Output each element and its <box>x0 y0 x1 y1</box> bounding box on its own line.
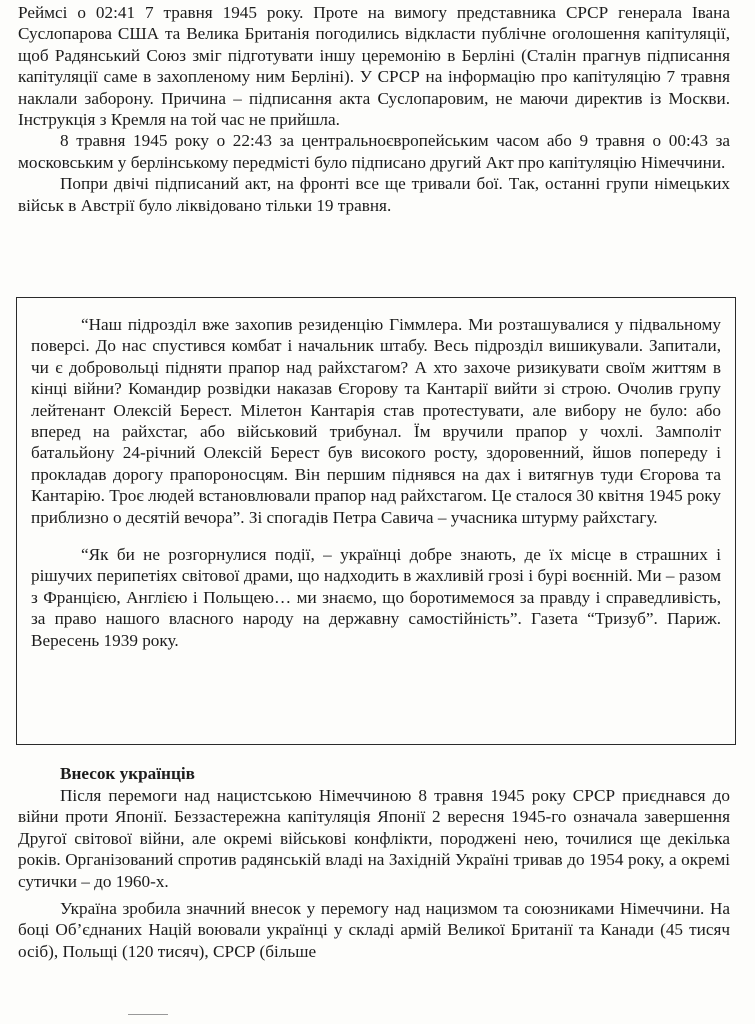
section-paragraph-1: Після перемоги над нацистською Німеччиною 8 травня 1945 року СРСР приєднався до війни проти Японії. Беззастережна капітуляція Японії 2 вересня 1945-го означала завершення Другої світової війни, але окремі військові конфлікти, породжені нею, точилися ще декілька років. Організований спротив радянській владі на Західній Україні тривав до 1954 року, а окремі сутички – до 1960-х. <box>18 786 730 891</box>
quote-box <box>16 297 736 745</box>
section-heading: Внесок українців <box>60 764 195 783</box>
section-text <box>18 785 730 962</box>
intro-paragraph-3: Попри двічі підписаний акт, на фронті все ще тривали бої. Так, останні групи німецьких військ в Австрії було ліквідовано тільки 19 травня. <box>18 174 730 215</box>
scan-artifact <box>128 1014 168 1015</box>
intro-text <box>18 2 730 216</box>
quote-newspaper: “Як би не розгорнулися події, – українці добре знають, де їх місце в страшних і рішучих перипетіях світової драми, що надходить в жахливій грозі і бурі воєнній. Ми – разом з Францією, Англією і Польщею… ми знаємо, що боротимемося за правду і справедливість, за право нашого власного народу на державну самостійність”. Газета “Тризуб”. Париж. Вересень 1939 року. <box>31 545 721 650</box>
intro-paragraph-2: 8 травня 1945 року о 22:43 за центральноєвропейським часом або 9 травня о 00:43 за московським у берлінському передмісті було підписано другий Акт про капітуляцію Німеччини. <box>18 131 730 172</box>
section-paragraph-2: Україна зробила значний внесок у перемогу над нацизмом та союзниками Німеччини. На боці Об’єднаних Націй воювали українці у складі армій Великої Британії та Канади (45 тисяч осіб), Польщі (120 тисяч), СРСР (більше <box>18 899 730 961</box>
intro-paragraph-1: Реймсі о 02:41 7 травня 1945 року. Проте на вимогу представника СРСР генерала Івана Суслопарова США та Велика Британія погодились відкласти публічне оголошення капітуляції, щоб Радянський Союз зміг підготувати іншу церемонію в Берліні (Сталін прагнув підписання капітуляції саме в захопленому ним Берліні). У СРСР на інформацію про капітуляцію 7 травня наклали заборону. Причина – підписання акта Суслопаровим, не маючи директив із Москви. Інструкція з Кремля на той час не прийшла. <box>18 3 730 130</box>
quote-memoir: “Наш підрозділ вже захопив резиденцію Гіммлера. Ми розташувалися у підвальному поверсі. До нас спустився комбат і начальник штабу. Весь підрозділ вишикували. Запитали, чи є добровольці підняти прапор над райхстагом? А хто захоче ризикувати своїм життям в кінці війни? Командир розвідки наказав Єгорову та Кантарії вийти зі строю. Очолив групу лейтенант Олексій Берест. Мілетон Кантарія став протестувати, але вибору не було: або вперед на райхстаг, або військовий трибунал. Їм вручили прапор у чохлі. Замполіт батальйону 24-річний Олексій Берест був високого росту, здоровенний, йшов попереду і прокладав дорогу прапороносцям. Він першим піднявся на дах і витягнув туди Єгорова та Кантарію. Троє людей встановлювали прапор над райхстагом. Це сталося 30 квітня 1945 року приблизно о десятій вечора”. Зі спогадів Петра Савича – учасника штурму райхстагу. <box>31 315 721 527</box>
